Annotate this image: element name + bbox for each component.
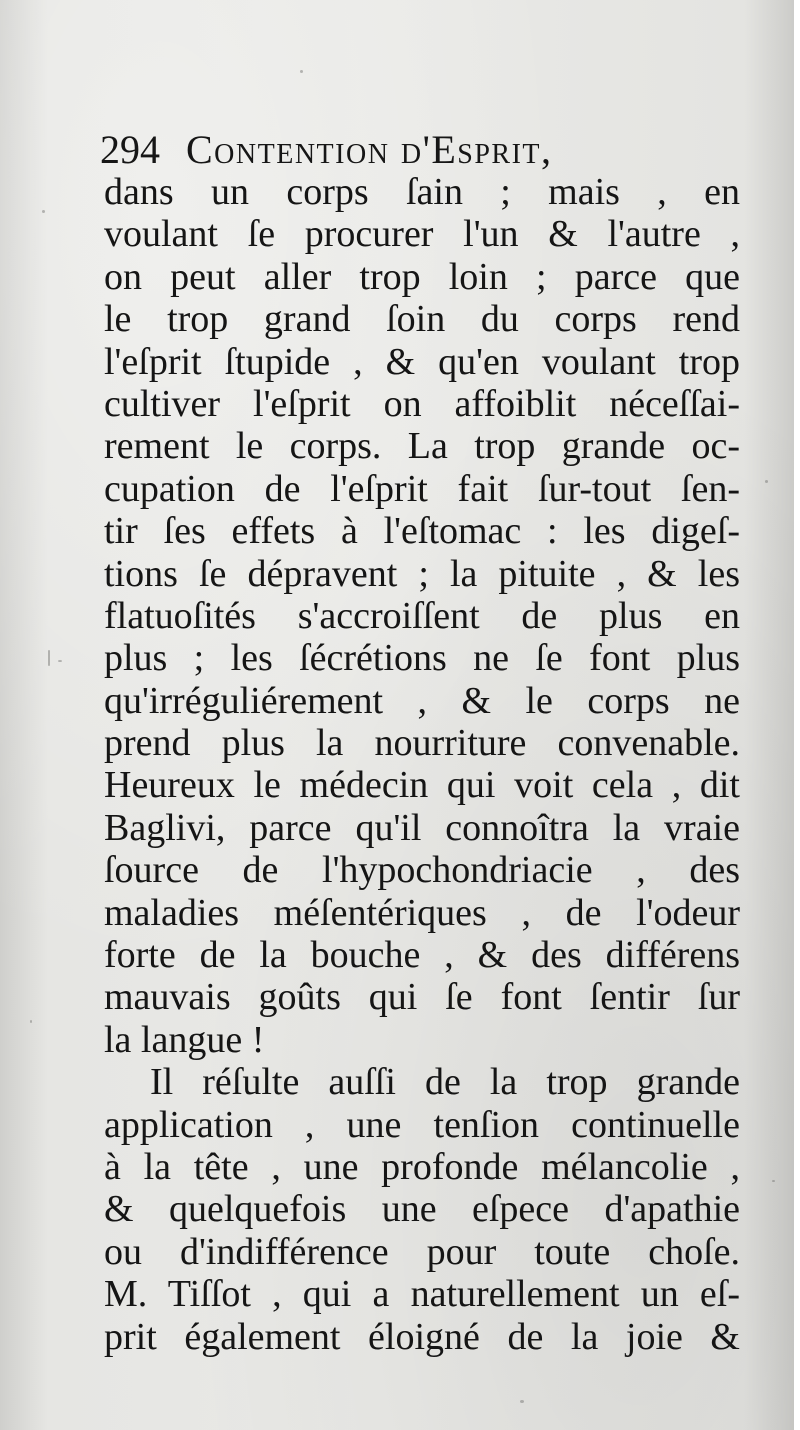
text-line: ſource de l'hypochondriacie , des (104, 849, 740, 892)
text-line: cupation de l'eſprit fait ſur-tout ſen- (104, 467, 740, 510)
text-line: la langue ! (104, 1018, 265, 1061)
text-line: Baglivi, parce qu'il connoîtra la vraie (104, 806, 740, 849)
text-line: dans un corps ſain ; mais , en (104, 171, 740, 213)
body-text (104, 171, 740, 1358)
text-line: flatuoſités s'accroiſſent de plus en (104, 594, 740, 637)
text-line: M. Tiſſot , qui a naturellement un eſ- (104, 1273, 740, 1316)
paper-speck (42, 210, 45, 213)
text-line: tions ſe dépravent ; la pituite , & les (104, 552, 740, 595)
text-line: à la tête , une profonde mélancolie , (104, 1145, 740, 1188)
page-header (100, 126, 660, 176)
text-line: Heureux le médecin qui voit cela , dit (104, 764, 740, 807)
text-line: l'eſprit ſtupide , & qu'en voulant trop (104, 340, 740, 383)
paper-speck (765, 480, 768, 483)
text-line: voulant ſe procurer l'un & l'autre , (104, 213, 740, 256)
text-line: cultiver l'eſprit on affoiblit néceſſai- (104, 382, 740, 425)
text-line: tir ſes effets à l'eſtomac : les digeſ- (104, 510, 740, 553)
text-line: application , une tenſion continuelle (104, 1103, 740, 1146)
paper-speck (30, 1020, 32, 1023)
text-line: prend plus la nourriture convenable. (104, 722, 740, 765)
paper-speck (772, 1180, 775, 1182)
text-line: ou d'indifférence pour toute choſe. (104, 1230, 740, 1273)
text-line: mauvais goûts qui ſe font ſentir ſur (104, 976, 740, 1019)
text-line: prit également éloigné de la joie & (104, 1315, 740, 1358)
paper-speck (300, 70, 303, 73)
page-number: 294 (100, 127, 160, 172)
text-line: plus ; les ſécrétions ne ſe font plus (104, 637, 740, 680)
text-line: & quelquefois une eſpece d'apathie (104, 1188, 740, 1231)
text-line: le trop grand ſoin du corps rend (104, 298, 740, 341)
paper-speck (520, 1400, 524, 1403)
text-line: qu'irréguliérement , & le corps ne (104, 679, 740, 722)
paper-speck (48, 650, 50, 666)
text-line: on peut aller trop loin ; parce que (104, 255, 740, 298)
running-head: Contention d'Esprit, (186, 127, 553, 172)
page-edge (794, 0, 800, 1430)
text-line: rement le corps. La trop grande oc- (104, 425, 740, 468)
paper-speck (58, 660, 62, 662)
text-line: Il réſulte auſſi de la trop grande (150, 1061, 740, 1104)
text-line: forte de la bouche , & des différens (104, 934, 740, 977)
text-line: maladies méſentériques , de l'odeur (104, 891, 740, 934)
